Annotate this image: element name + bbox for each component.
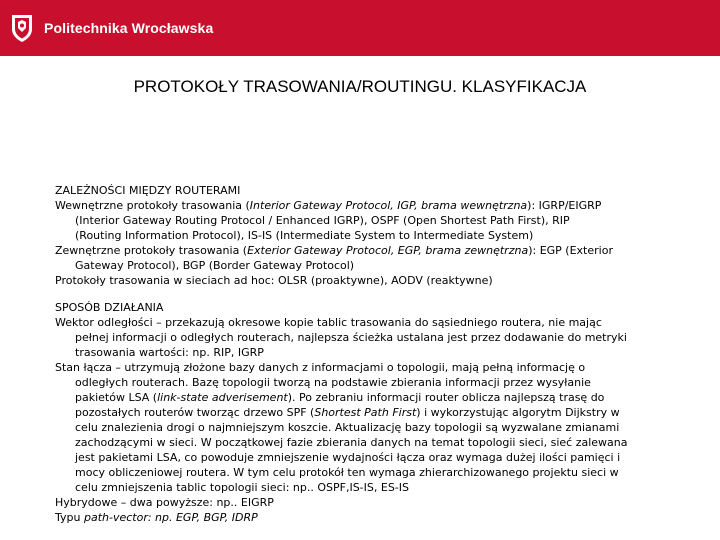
- igp-line-3: (Routing Information Protocol), IS-IS (Intermediate System to Intermediate System): [75, 229, 534, 242]
- section-heading-operation: SPOSÓB DZIAŁANIA: [55, 301, 164, 314]
- adhoc-line: Protokoły trasowania w sieciach ad hoc: OLSR (proaktywne), AODV (reaktywne): [55, 274, 493, 287]
- link-state-line-4: pozostałych routerów tworząc drzewo SPF (Shortest Path First) i wykorzystując algorytm Dijkstry w: [75, 406, 620, 419]
- link-state-line: Stan łącza – utrzymują złożone bazy danych z informacjami o topologii, mają pełną informację o: [55, 361, 586, 374]
- distance-vector-line-3: trasowania wartości: np. RIP, IGRP: [75, 346, 264, 359]
- egp-line: Zewnętrzne protokoły trasowania (Exterior Gateway Protocol, EGP, brama zewnętrzna): EGP (Exterior: [55, 244, 613, 257]
- page-title: PROTOKOŁY TRASOWANIA/ROUTINGU. KLASYFIKACJA: [133, 77, 587, 96]
- link-state-line-6: zachodzącymi w sieci. W początkowej fazie zbierania danych na temat topologii sieci, sieć zalewana: [75, 436, 628, 449]
- university-logo-icon[interactable]: [10, 13, 34, 43]
- link-state-line-9: celu zmniejszenia tablic topologii sieci: np.. OSPF,IS-IS, ES-IS: [75, 481, 409, 494]
- path-vector-line: Typu path-vector: np. EGP, BGP, IDRP: [55, 511, 258, 523]
- link-state-line-5: celu znalezienia drogi o najmniejszym koszcie. Aktualizację bazy topologii są wyzwalane zmianami: [75, 421, 620, 434]
- igp-line-2: (Interior Gateway Routing Protocol / Enhanced IGRP), OSPF (Open Shortest Path First), RIP: [75, 214, 570, 227]
- university-name[interactable]: Politechnika Wrocławska: [44, 20, 214, 36]
- header-bar: [0, 0, 720, 56]
- link-state-line-3: pakietów LSA (link-state adverisement). Po zebraniu informacji router oblicza najlepszą trasę do: [75, 391, 605, 404]
- igp-line: Wewnętrzne protokoły trasowania (Interior Gateway Protocol, IGP, brama wewnętrzna): IGRP/EIGRP: [55, 199, 602, 212]
- link-state-line-7: jest pakietami LSA, co powoduje zmniejszenie wydajności łącza oraz wymaga dużej ilości pamięci i: [75, 451, 621, 464]
- link-state-line-2: odległych routerach. Bazę topologii tworzą na podstawie zbierania informacji przez wysyłanie: [75, 376, 591, 389]
- link-state-line-8: mocy obliczeniowej routera. W tym celu protokół ten wymaga zhierarchizowanego projektu sieci w: [75, 466, 619, 479]
- egp-line-2: Gateway Protocol), BGP (Border Gateway Protocol): [75, 259, 355, 272]
- slide-body: [55, 183, 720, 523]
- section-heading-dependencies: ZALEŻNOŚCI MIĘDZY ROUTERAMI: [55, 184, 241, 197]
- section-gap: [55, 288, 720, 300]
- distance-vector-line-2: pełnej informacji o odległych routerach, najlepsza ścieżka ustalana jest przez dodawanie do metryki: [75, 331, 627, 344]
- distance-vector-line: Wektor odległości – przekazują okresowe kopie tablic trasowania do sąsiedniego routera, nie mając: [55, 316, 602, 329]
- hybrid-line: Hybrydowe – dwa powyższe: np.. EIGRP: [55, 496, 274, 509]
